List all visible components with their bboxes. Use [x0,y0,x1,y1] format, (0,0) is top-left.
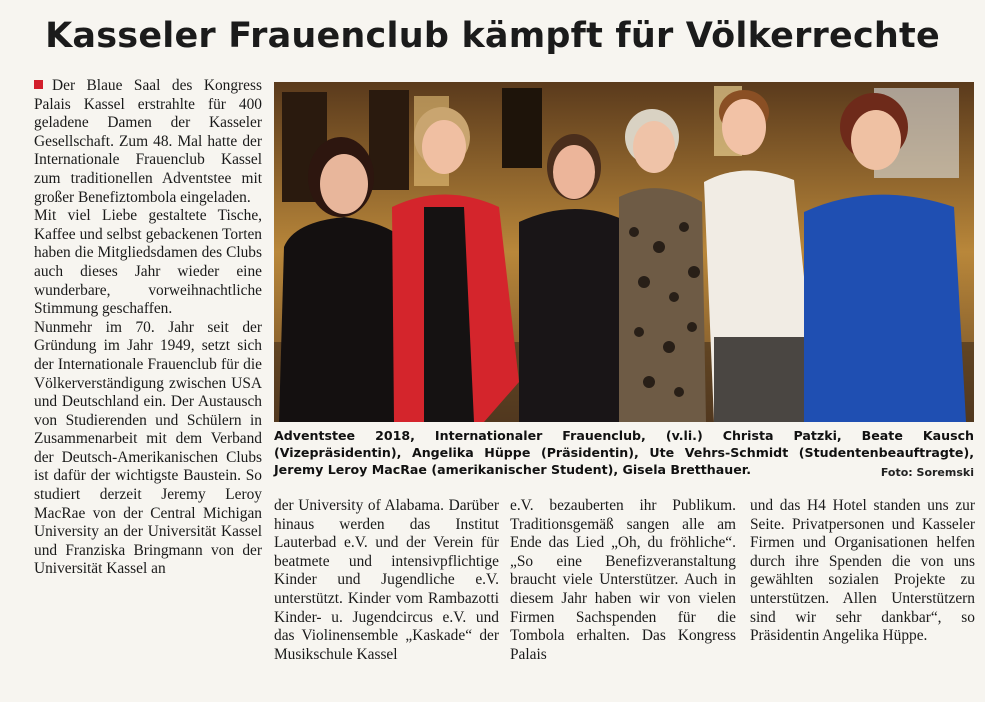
article-column-1 [34,77,262,579]
group-photo [274,82,974,422]
paragraph [34,77,262,207]
red-square-marker-icon [34,80,43,89]
lead-text: Der Blaue Saal des Kongress Palais Kassel erstrahlte für 400 geladene Damen der Kasseler Gesellschaft. Zum 48. Mal hatte der Internationale Frauenclub Kassel zum traditionellen Adventstee mit großer Benefiztombola eingeladen. [34,77,262,206]
paragraph: e.V. bezauberten ihr Publikum. Traditionsgemäß sangen alle am Ende das Lied „Oh, du fröhliche“. „So eine Benefizveranstaltung braucht viele Unterstützer. Auch in diesem Jahr haben wir von vielen Firmen Sachspenden für die Tombola erhalten. Das Kongress Palais [510,497,736,663]
article-column-4 [750,497,975,646]
article-column-2 [274,497,499,664]
paragraph: der University of Alabama. Darüber hinaus werden das Institut Lauterbad e.V. und der Verein für beatmete und intensivpflichtige Kinder und Jugendliche e.V. unterstützt. Kinder vom Rambazotti Kinder- u. Jugendcircus e.V. und das Violinensemble „Kaskade“ der Musikschule Kassel [274,497,499,663]
headline: Kasseler Frauenclub kämpft für Völkerrechte [45,16,940,56]
photo-caption: Adventstee 2018, Internationaler Frauenclub, (v.li.) Christa Patzki, Beate Kausch (Vizepräsidentin), Angelika Hüppe (Präsidentin), Ute Vehrs-Schmidt (Studentenbeauftragte), Jeremy Leroy MacRae (amerikanischer Student), Gisela Bretthauer. [274,428,974,477]
paragraph: Mit viel Liebe gestaltete Tische, Kaffee und selbst gebackenen Torten haben die Mitgliedsdamen des Clubs auch dieses Jahr wieder eine wunderbare, vorweihnachtliche Stimmung geschaffen. [34,207,262,318]
article-column-3 [510,497,736,664]
paragraph: Nunmehr im 70. Jahr seit der Gründung im Jahr 1949, setzt sich der Internationale Frauenclub für die Völkerverständigung zwischen USA und Deutschland ein. Der Austausch von Studierenden und Schülern in Zusammenarbeit mit dem Verband der Deutsch-Amerikanischen Clubs ist dafür der wichtigste Baustein. So studiert derzeit Jeremy Leroy MacRae von der Central Michigan University an der Universität Kassel und Franziska Bringmann von der Universität Kassel an [34,318,262,578]
photo-credit: Foto: Soremski [880,466,974,479]
paragraph: und das H4 Hotel standen uns zur Seite. Privatpersonen und Kasseler Firmen und Organisationen helfen durch ihre Spenden die von uns gewählten sozialen Projekte zu unterstützen. Allen Unterstützern sind wir sehr dankbar“, so Präsidentin Angelika Hüppe. [750,497,975,645]
group-photo-illustration [274,82,974,422]
